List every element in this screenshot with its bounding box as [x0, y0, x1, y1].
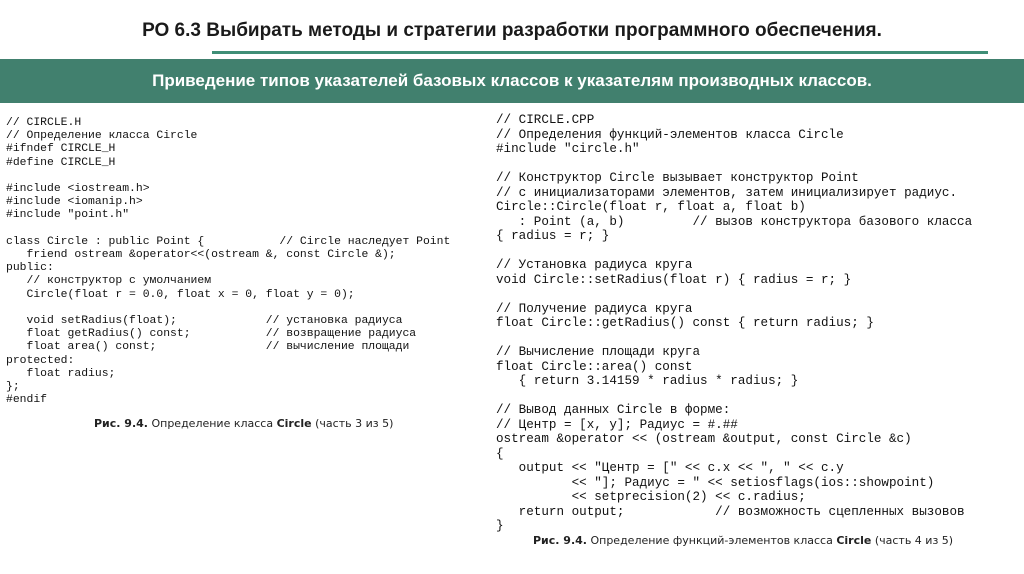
code-line: class Circle : public Point { // Circle наследует Point	[6, 235, 451, 248]
code-listing-circle-cpp	[496, 113, 972, 534]
caption-part: (часть 3 из 5)	[311, 417, 394, 430]
code-line: void Circle::setRadius(float r) { radius = r; }	[496, 272, 852, 287]
caption-class-name: Circle	[836, 534, 872, 547]
code-listing-circle-h	[6, 117, 450, 407]
code-line: float Circle::getRadius() const { return radius; }	[496, 316, 874, 330]
code-line: friend ostream &operator<<(ostream &, const Circle &);	[6, 249, 396, 262]
code-line: // Центр = [x, y]; Радиус = #.##	[496, 417, 738, 432]
caption-figure-number: Рис. 9.4.	[533, 534, 587, 547]
section-banner: Приведение типов указателей базовых классов к указателям производных классов.	[0, 59, 1024, 103]
code-line: // Конструктор Circle вызывает конструктор Point	[496, 171, 859, 185]
caption-figure-number: Рис. 9.4.	[94, 417, 148, 430]
code-line: void setRadius(float); // установка радиуса	[6, 315, 403, 328]
code-line: << "]; Радиус = " << setiosflags(ios::showpoint)	[496, 475, 935, 490]
code-line: { return 3.14159 * radius * radius; }	[496, 374, 799, 388]
code-line: float getRadius() const; // возвращение радиуса	[6, 328, 417, 341]
code-line: {	[496, 446, 504, 461]
code-line: : Point (a, b) // вызов конструктора базового класса	[496, 214, 973, 229]
code-line: // Получение радиуса круга	[496, 301, 693, 316]
code-line: // Вывод данных Circle в форме:	[496, 403, 731, 417]
code-line: Circle::Circle(float r, float a, float b)	[496, 200, 806, 214]
code-line: // Вычисление площади круга	[496, 345, 701, 359]
code-line: float radius;	[6, 367, 116, 380]
caption-text: Определение класса	[147, 417, 277, 430]
code-line: ostream &operator << (ostream &output, const Circle &c)	[496, 432, 912, 446]
code-line: << setprecision(2) << c.radius;	[496, 490, 806, 504]
code-line: #include <iomanip.h>	[6, 196, 143, 209]
code-line: // конструктор с умолчанием	[6, 275, 212, 288]
caption-class-name: Circle	[276, 417, 312, 430]
code-line: protected:	[6, 354, 75, 367]
code-line: // Определение класса Circle	[6, 130, 198, 143]
code-line: }	[496, 519, 504, 533]
code-line: #endif	[6, 394, 48, 407]
code-line: return output; // возможность сцепленных вызовов	[496, 504, 965, 519]
code-line: };	[6, 381, 20, 394]
code-line: // Установка радиуса круга	[496, 258, 693, 272]
code-line: #define CIRCLE_H	[6, 156, 116, 169]
code-line: output << "Центр = [" << c.x << ", " << c.y	[496, 461, 844, 475]
figure-caption-right	[533, 534, 953, 547]
code-line: public:	[6, 262, 54, 275]
code-line: // CIRCLE.CPP	[496, 113, 595, 127]
code-line: #include "circle.h"	[496, 142, 640, 156]
code-line: #include <iostream.h>	[6, 183, 150, 196]
figure-caption-left	[94, 417, 393, 430]
code-line: { radius = r; }	[496, 229, 610, 243]
code-line: // Определения функций-элементов класса Circle	[496, 127, 844, 142]
code-line: float area() const; // вычисление площади	[6, 341, 410, 354]
code-line: Circle(float r = 0.0, float x = 0, float y = 0);	[6, 288, 355, 301]
caption-text: Определение функций-элементов класса	[586, 534, 837, 547]
title-underline	[212, 51, 988, 54]
caption-part: (часть 4 из 5)	[871, 534, 954, 547]
code-line: float Circle::area() const	[496, 359, 693, 374]
code-line: #ifndef CIRCLE_H	[6, 143, 116, 156]
code-line: // с инициализаторами элементов, затем инициализирует радиус.	[496, 185, 958, 200]
page-title: РО 6.3 Выбирать методы и стратегии разработки программного обеспечения.	[142, 20, 882, 41]
code-line: #include "point.h"	[6, 209, 130, 222]
code-line: // CIRCLE.H	[6, 117, 82, 129]
